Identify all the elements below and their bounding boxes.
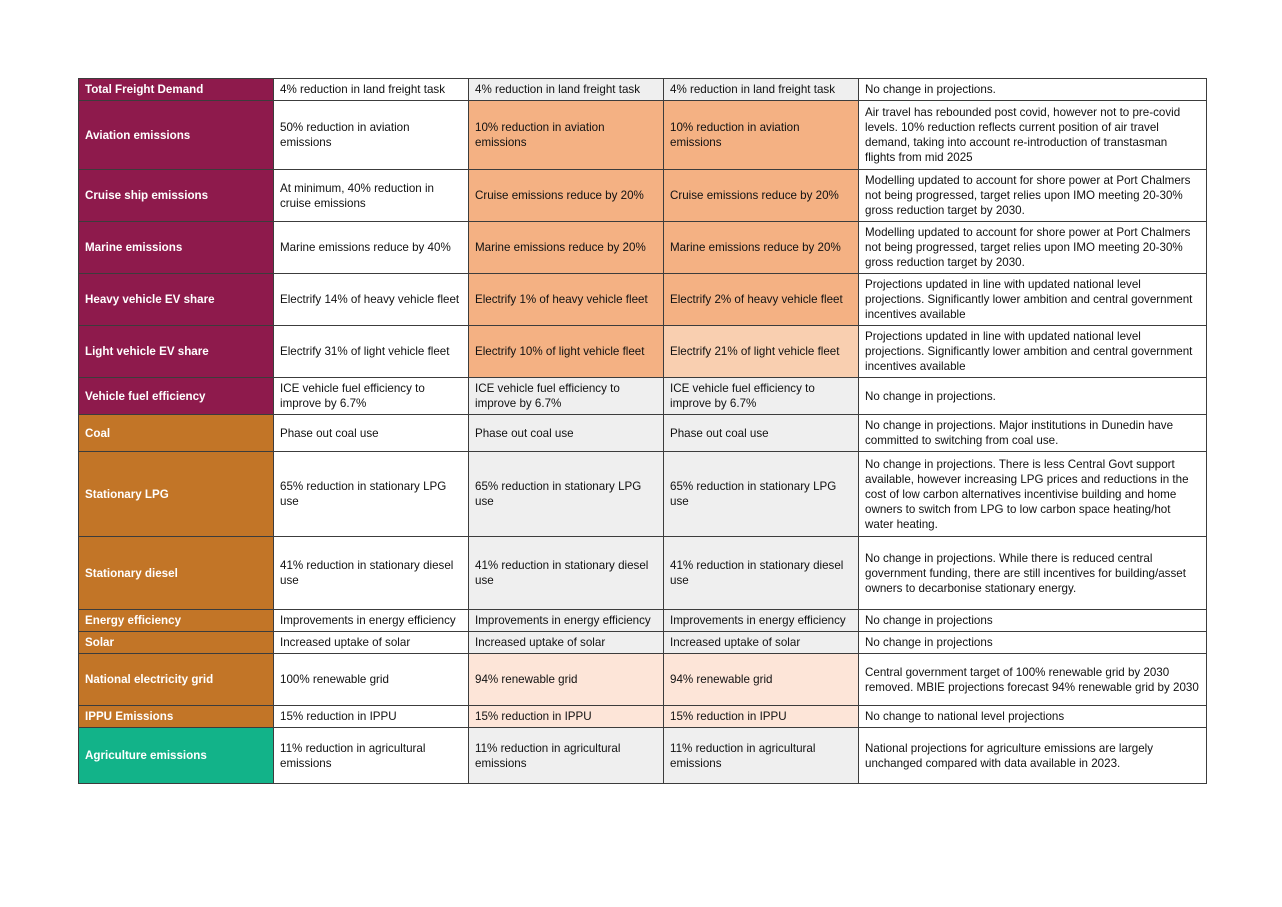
target-cell: 65% reduction in stationary LPG use: [469, 452, 664, 537]
note-cell: Modelling updated to account for shore power at Port Chalmers not being progressed, target relies upon IMO meeting 20-30% gross reduction target by 2030.: [859, 170, 1207, 222]
category-cell: Light vehicle EV share: [79, 326, 274, 378]
table-row: [79, 728, 1207, 784]
target-cell: Improvements in energy efficiency: [469, 610, 664, 632]
table-row: [79, 452, 1207, 537]
table-row: [79, 706, 1207, 728]
category-cell: Marine emissions: [79, 222, 274, 274]
target-cell: 41% reduction in stationary diesel use: [469, 537, 664, 610]
target-cell: Improvements in energy efficiency: [274, 610, 469, 632]
target-cell: ICE vehicle fuel efficiency to improve by 6.7%: [664, 378, 859, 415]
table-row: [79, 610, 1207, 632]
target-cell: ICE vehicle fuel efficiency to improve by 6.7%: [274, 378, 469, 415]
category-cell: Agriculture emissions: [79, 728, 274, 784]
target-cell: 100% renewable grid: [274, 654, 469, 706]
category-cell: Stationary LPG: [79, 452, 274, 537]
note-cell: No change in projections.: [859, 79, 1207, 101]
table-row: [79, 79, 1207, 101]
table-row: [79, 537, 1207, 610]
note-cell: No change in projections. Major institutions in Dunedin have committed to switching from coal use.: [859, 415, 1207, 452]
target-cell: Electrify 21% of light vehicle fleet: [664, 326, 859, 378]
note-cell: Central government target of 100% renewable grid by 2030 removed. MBIE projections forecast 94% renewable grid by 2030: [859, 654, 1207, 706]
emissions-targets-table: [78, 78, 1207, 784]
target-cell: Electrify 14% of heavy vehicle fleet: [274, 274, 469, 326]
target-cell: 15% reduction in IPPU: [469, 706, 664, 728]
target-cell: Increased uptake of solar: [469, 632, 664, 654]
target-cell: 94% renewable grid: [469, 654, 664, 706]
target-cell: 41% reduction in stationary diesel use: [274, 537, 469, 610]
target-cell: 10% reduction in aviation emissions: [664, 101, 859, 170]
target-cell: 4% reduction in land freight task: [469, 79, 664, 101]
target-cell: 4% reduction in land freight task: [274, 79, 469, 101]
target-cell: 15% reduction in IPPU: [274, 706, 469, 728]
target-cell: Improvements in energy efficiency: [664, 610, 859, 632]
table-row: [79, 632, 1207, 654]
note-cell: National projections for agriculture emissions are largely unchanged compared with data available in 2023.: [859, 728, 1207, 784]
target-cell: 11% reduction in agricultural emissions: [469, 728, 664, 784]
note-cell: Projections updated in line with updated national level projections. Significantly lower ambition and central government incentives available: [859, 274, 1207, 326]
category-cell: Solar: [79, 632, 274, 654]
note-cell: No change in projections. There is less Central Govt support available, however increasing LPG prices and reductions in the cost of low carbon alternatives incentivise building and home owners to switch from LPG to low carbon space heating/hot water heating.: [859, 452, 1207, 537]
target-cell: Marine emissions reduce by 20%: [664, 222, 859, 274]
target-cell: Phase out coal use: [664, 415, 859, 452]
target-cell: Increased uptake of solar: [274, 632, 469, 654]
target-cell: 41% reduction in stationary diesel use: [664, 537, 859, 610]
note-cell: No change in projections: [859, 610, 1207, 632]
category-cell: Coal: [79, 415, 274, 452]
target-cell: 65% reduction in stationary LPG use: [664, 452, 859, 537]
target-cell: At minimum, 40% reduction in cruise emissions: [274, 170, 469, 222]
category-cell: Energy efficiency: [79, 610, 274, 632]
target-cell: 10% reduction in aviation emissions: [469, 101, 664, 170]
category-cell: Vehicle fuel efficiency: [79, 378, 274, 415]
category-cell: IPPU Emissions: [79, 706, 274, 728]
table-row: [79, 222, 1207, 274]
target-cell: 11% reduction in agricultural emissions: [664, 728, 859, 784]
category-cell: Stationary diesel: [79, 537, 274, 610]
target-cell: 65% reduction in stationary LPG use: [274, 452, 469, 537]
note-cell: No change in projections.: [859, 378, 1207, 415]
table-row: [79, 654, 1207, 706]
table-row: [79, 415, 1207, 452]
table-row: [79, 101, 1207, 170]
target-cell: ICE vehicle fuel efficiency to improve by 6.7%: [469, 378, 664, 415]
category-cell: Total Freight Demand: [79, 79, 274, 101]
note-cell: No change in projections: [859, 632, 1207, 654]
target-cell: Electrify 2% of heavy vehicle fleet: [664, 274, 859, 326]
target-cell: 4% reduction in land freight task: [664, 79, 859, 101]
target-cell: 11% reduction in agricultural emissions: [274, 728, 469, 784]
table-row: [79, 170, 1207, 222]
target-cell: Electrify 1% of heavy vehicle fleet: [469, 274, 664, 326]
note-cell: Modelling updated to account for shore power at Port Chalmers not being progressed, target relies upon IMO meeting 20-30% gross reduction target by 2030.: [859, 222, 1207, 274]
target-cell: Marine emissions reduce by 40%: [274, 222, 469, 274]
note-cell: No change to national level projections: [859, 706, 1207, 728]
target-cell: Electrify 31% of light vehicle fleet: [274, 326, 469, 378]
note-cell: Projections updated in line with updated national level projections. Significantly lower ambition and central government incentives available: [859, 326, 1207, 378]
category-cell: National electricity grid: [79, 654, 274, 706]
category-cell: Aviation emissions: [79, 101, 274, 170]
note-cell: Air travel has rebounded post covid, however not to pre-covid levels. 10% reduction reflects current position of air travel demand, taking into account re-introduction of transtasman flights from mid 2025: [859, 101, 1207, 170]
target-cell: Phase out coal use: [469, 415, 664, 452]
table-row: [79, 326, 1207, 378]
target-cell: 15% reduction in IPPU: [664, 706, 859, 728]
category-cell: Heavy vehicle EV share: [79, 274, 274, 326]
table-row: [79, 378, 1207, 415]
target-cell: Increased uptake of solar: [664, 632, 859, 654]
target-cell: Cruise emissions reduce by 20%: [664, 170, 859, 222]
target-cell: Electrify 10% of light vehicle fleet: [469, 326, 664, 378]
target-cell: 94% renewable grid: [664, 654, 859, 706]
target-cell: 50% reduction in aviation emissions: [274, 101, 469, 170]
target-cell: Marine emissions reduce by 20%: [469, 222, 664, 274]
target-cell: Phase out coal use: [274, 415, 469, 452]
table-row: [79, 274, 1207, 326]
category-cell: Cruise ship emissions: [79, 170, 274, 222]
table-body: [79, 79, 1207, 784]
target-cell: Cruise emissions reduce by 20%: [469, 170, 664, 222]
note-cell: No change in projections. While there is reduced central government funding, there are still incentives for building/asset owners to decarbonise stationary energy.: [859, 537, 1207, 610]
